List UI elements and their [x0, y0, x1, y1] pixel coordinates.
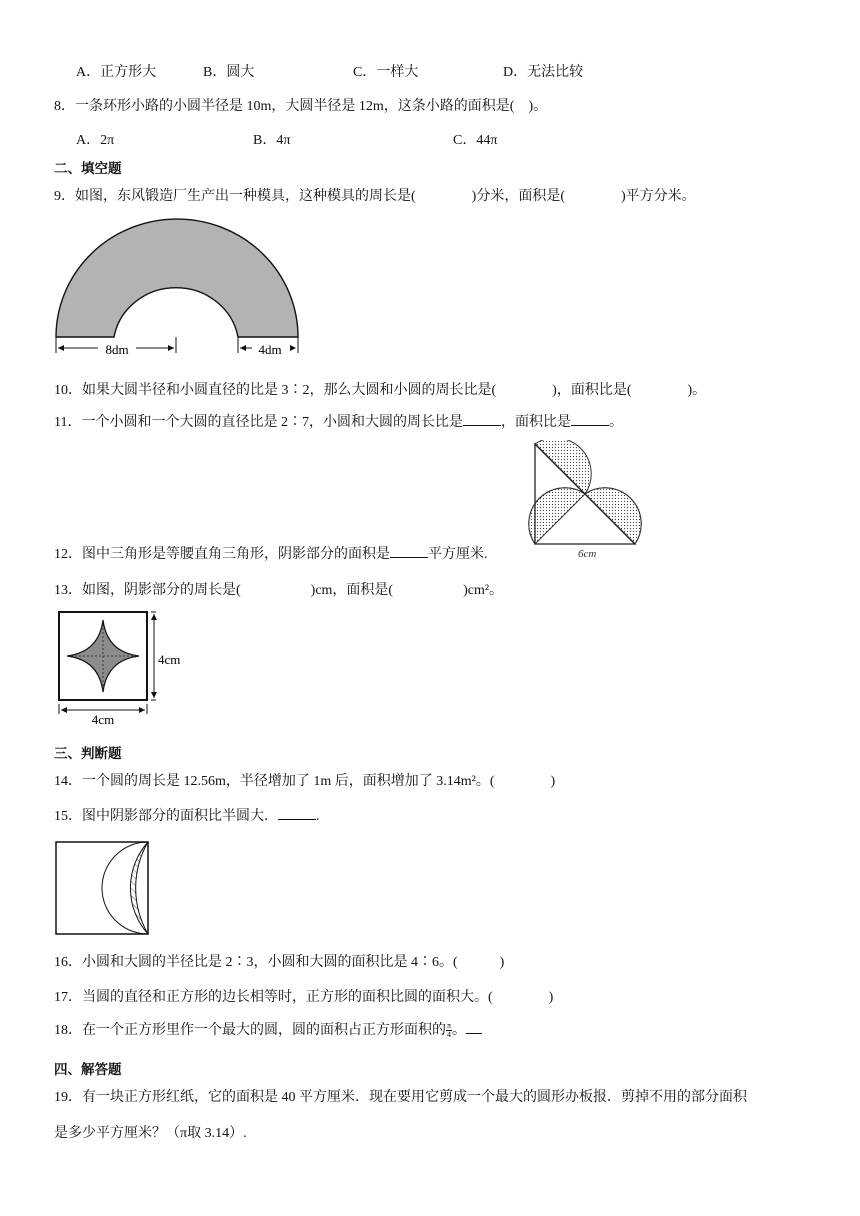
- q10-text: 10．如果大圆半径和小圆直径的比是 3∶2，那么大圆和小圆的周长比是( )，面积比是( )。: [54, 383, 707, 398]
- q19-text-line1: 19．有一块正方形红纸，它的面积是 40 平方厘米．现在要用它剪成一个最大的圆形办板报．剪掉不用的部分面积: [54, 1090, 747, 1105]
- q12-label-6cm: 6cm: [578, 548, 597, 560]
- q15-text-a: 15．图中阴影部分的面积比半圆大．: [54, 809, 278, 824]
- q11-text: [54, 411, 623, 431]
- q18-fraction-denominator: 4: [447, 1030, 452, 1040]
- section-heading-solve: 四、解答题: [54, 1062, 122, 1078]
- q12-text-b: 平方厘米.: [428, 547, 488, 562]
- q13-label-bottom: 4cm: [91, 712, 115, 727]
- q9-text: 9．如图，东风锻造厂生产出一种模具，这种模具的周长是( )分米，面积是( )平方分米。: [54, 189, 696, 204]
- q17-text: 17．当圆的直径和正方形的边长相等时，正方形的面积比圆的面积大。( ): [54, 990, 554, 1005]
- q14-text: 14．一个圆的周长是 12.56m，半径增加了 1m 后，面积增加了 3.14m²。( ): [54, 774, 556, 789]
- q16-text: 16．小圆和大圆的半径比是 2∶3，小圆和大圆的面积比是 4∶6。( ): [54, 955, 505, 970]
- q11-text-b: ，面积比是: [500, 415, 571, 430]
- q11-text-a: 11．一个小圆和一个大圆的直径比是 2∶7，小圆和大圆的周长比是: [54, 415, 463, 430]
- q12-text: [54, 543, 488, 563]
- q15-text: [54, 805, 320, 825]
- q15-crescent-figure: [54, 840, 154, 941]
- q18-text-b: 。: [452, 1023, 467, 1038]
- q8-option-c: C．44π: [453, 133, 498, 148]
- q7-option-c: C．一样大: [353, 65, 419, 80]
- q13-label-side: 4cm: [158, 652, 181, 667]
- q8-text: 8．一条环形小路的小圆半径是 10m，大圆半径是 12m，这条小路的面积是( )。: [54, 99, 548, 114]
- q7-option-b: B．圆大: [203, 65, 255, 80]
- q11-blank-2: [571, 413, 609, 426]
- q9-label-8dm: 8dm: [105, 342, 129, 357]
- q18-text-a: 18．在一个正方形里作一个最大的圆，圆的面积占正方形面积的: [54, 1023, 446, 1038]
- q11-text-c: 。: [608, 415, 623, 430]
- q12-triangle-figure: [527, 440, 645, 569]
- q7-option-a: A．正方形大: [76, 65, 157, 80]
- q13-square-star-figure: [55, 606, 195, 735]
- q12-blank: [390, 545, 428, 558]
- q8-option-b: B．4π: [253, 133, 291, 148]
- q18-fraction-numerator: π: [447, 1021, 452, 1031]
- q15-blank: [278, 807, 316, 820]
- q18-text: [54, 1019, 482, 1039]
- q18-blank: [466, 1021, 482, 1034]
- section-heading-fill-in: 二、填空题: [54, 161, 122, 177]
- q11-blank-1: [463, 413, 501, 426]
- q9-label-4dm: 4dm: [258, 342, 282, 357]
- q7-option-d: D．无法比较: [503, 65, 584, 80]
- q13-text: 13．如图，阴影部分的周长是( )cm，面积是( )cm²。: [54, 583, 504, 598]
- q12-text-a: 12．图中三角形是等腰直角三角形，阴影部分的面积是: [54, 547, 390, 562]
- section-heading-true-false: 三、判断题: [54, 746, 122, 762]
- q19-text-line2: 是多少平方厘米？（π取 3.14）.: [54, 1126, 247, 1141]
- q9-half-ring-figure: [48, 208, 310, 365]
- q8-option-a: A．2π: [76, 133, 115, 148]
- q15-text-b: .: [316, 809, 320, 824]
